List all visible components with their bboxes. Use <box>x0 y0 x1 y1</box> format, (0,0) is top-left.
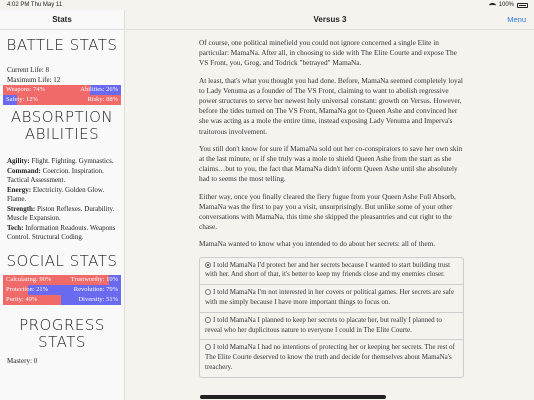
story-paragraphs <box>199 38 464 250</box>
wifi-icon <box>489 3 496 8</box>
bar-left-label: Purity: 49% <box>6 295 38 303</box>
ability-key: Command: <box>7 166 41 175</box>
story-content <box>126 30 534 378</box>
bar-right-label: Trustworthy: 10% <box>70 275 118 283</box>
battery-percent: 100% <box>498 2 514 8</box>
status-right <box>489 2 528 8</box>
radio-icon[interactable] <box>205 317 211 323</box>
battle-bars <box>0 85 124 105</box>
maximum-life: Maximum Life: 12 <box>7 76 61 84</box>
story-pane <box>126 10 534 400</box>
choice-text: I told MamaNa I had no intentions of protecting her or keeping her secrets. The rest of The Elite Courte deserved to know the truth and decide for themselves about MamaNa's treachery. <box>205 343 455 372</box>
menu-button[interactable]: Menu <box>507 15 526 24</box>
ability-item <box>7 157 117 167</box>
battery-icon <box>517 3 528 8</box>
story-paragraph: MamaNa wanted to know what you intended to do about her secrets: all of them. <box>199 239 436 249</box>
battle-bar <box>3 85 121 95</box>
ability-key: Agility: <box>7 157 30 165</box>
bar-left-label: Calculating: 90% <box>6 275 52 283</box>
choice-option[interactable] <box>200 258 463 286</box>
battle-stats-heading: BATTLE STATS <box>6 36 118 54</box>
social-bar <box>3 295 121 305</box>
story-paragraph: You still don't know for sure if MamaNa sold out her co-conspirators to save her own skin at the last minute, or if she truly was a mole to shield Queen Ashe from the start as she claims…but to you, the fact that MamaNa didn't inform Queen Ashe until she absolutely had to seems the most telling. <box>199 143 463 184</box>
ability-text: Piston Reflexes. Durability. Muscle Expansion. <box>7 204 115 222</box>
sidebar-title: Stats <box>0 10 124 30</box>
mastery: Mastery: 0 <box>7 356 38 365</box>
bar-right-label: Revolution: 79% <box>73 285 118 293</box>
scroll-indicator[interactable] <box>200 395 386 399</box>
radio-selected-icon[interactable] <box>205 262 211 268</box>
ability-key: Energy: <box>7 185 32 194</box>
stats-sidebar <box>0 10 125 400</box>
social-bars <box>0 275 124 305</box>
battle-bar <box>3 95 121 105</box>
progress-stats-heading: PROGRESS STATS <box>19 315 105 351</box>
social-stats-heading: SOCIAL STATS <box>6 251 118 270</box>
social-bar <box>3 275 121 285</box>
radio-icon[interactable] <box>205 344 211 350</box>
current-life: Current Life: 8 <box>7 66 49 74</box>
bar-right-label: Diversity: 51% <box>78 295 118 303</box>
ability-item <box>7 167 117 186</box>
ability-text: Information Readouts. Weapons Control. Structural Coding. <box>7 223 116 241</box>
bar-left-label: Protection: 21% <box>6 285 49 293</box>
choice-option[interactable] <box>200 340 463 376</box>
ability-text: Electricity. Golden Glow. Flame. <box>7 185 105 203</box>
radio-icon[interactable] <box>205 289 211 295</box>
choice-text: I told MamaNa I'd protect her and her secrets because I wanted to start building trust with her. And short of that, it's better to keep my friends close and my enemies closer. <box>205 260 451 279</box>
ability-text: Coercion. Inspiration. Tactical Assessment. <box>7 166 104 184</box>
ability-text: Flight. Fighting. Gymnastics. <box>29 157 114 165</box>
bar-right-label: Risky: 88% <box>87 96 118 103</box>
choice-option[interactable] <box>200 285 463 313</box>
ability-key: Strength: <box>7 204 36 213</box>
choice-text: I told MamaNa I planned to keep her secrets to placate her, but really I planned to reveal who her duplicitous nature to everyone I could in The Elite Courte. <box>205 315 442 334</box>
story-nav-bar <box>126 10 534 30</box>
choice-text: I told MamaNa I'm not interested in her covers or political games. Her secrets are safe with me simply because I have more important things to focus on. <box>205 288 455 307</box>
story-title: Versus 3 <box>313 15 347 24</box>
ability-key: Tech: <box>7 223 24 232</box>
social-bar <box>3 285 121 295</box>
bar-right-label: Abilities: 26% <box>80 86 118 93</box>
choice-list <box>199 257 464 378</box>
story-paragraph: Of course, one political minefield you could not ignore concerned a single Elite in particular: MamaNa. After all, in choosing to side with The Elite Courte and expose The VS Front, you, Grog, and Todrick "betrayed" MamaNa. <box>199 38 457 68</box>
absorption-abilities-heading: ABSORPTION ABILITIES <box>10 108 114 143</box>
story-paragraph: At least, that's what you thought you had done. Before, MamaNa seemed completely loyal to Lady Venuma as a founder of The VS Front, claiming to want to abolish regressive power structures to serve her newest holy universal constant: growth on Versus. However, before the tides turned on The VS Front, MamaNa got to Queen Ashe and convinced her she was acting as a mole the entire time, instead exposing Lady Venuma and Imperva's traitorous involvement. <box>199 75 463 136</box>
story-paragraph: Either way, once you finally cleared the fiery fugue from your Queen Ashe Full Absorb, MamaNa was the first to pay you a visit, unsurprisingly. But unlike some of your other conversations with MamaNa, this time she skipped the pleasantries and cut right to the chase. <box>199 191 456 232</box>
ability-item <box>7 224 117 243</box>
ability-item <box>7 186 117 205</box>
ability-item <box>7 205 117 224</box>
status-bar <box>0 0 534 10</box>
bar-left-label: Safety: 12% <box>6 96 38 103</box>
abilities-list <box>0 157 124 243</box>
bar-left-label: Weapons: 74% <box>6 86 46 93</box>
status-time: 4:02 PM Thu May 11 <box>7 2 63 8</box>
choice-option[interactable] <box>200 313 463 341</box>
